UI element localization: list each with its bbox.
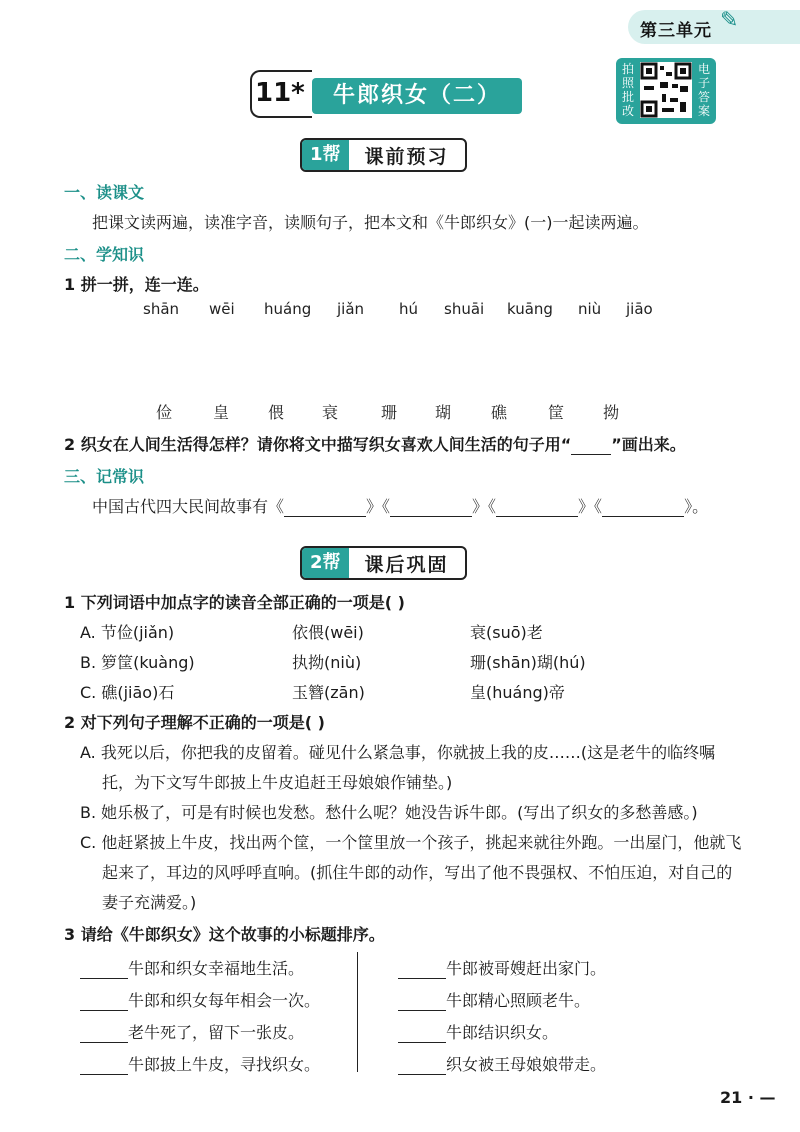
pinyin-8[interactable]: niù [578, 300, 602, 318]
unit-label: 第三单元 [640, 21, 712, 41]
heading-know: 三、记常识 [64, 467, 145, 486]
question-sentence: 2 织女在人间生活得怎样？请你将文中描写织女喜欢人间生活的句子用“ ”画出来。 [64, 435, 686, 454]
qr-left-label: 拍照批改 [621, 62, 634, 118]
section-badge-preview [300, 138, 467, 172]
lesson-title: 牛郎织女（二） [312, 78, 522, 114]
question-pronunciation: 1 下列词语中加点字的读音全部正确的一项是( ) [64, 593, 405, 612]
pinyin-1[interactable]: shān [143, 300, 180, 318]
char-7[interactable]: 礁 [491, 403, 508, 422]
pinyin-7[interactable]: kuāng [507, 300, 553, 318]
option-b-1[interactable]: B. 箩筐(kuàng) [80, 653, 195, 672]
order-left-2: 牛郎和织女每年相会一次。 [80, 988, 320, 1011]
option-b-3: 珊(shān)瑚(hú) [470, 653, 586, 672]
option-c-line2: 起来了，耳边的风呼呼直响。(抓住牛郎的动作，写出了他不畏强权、不怕压迫，对自己的 [102, 863, 733, 882]
question-understanding: 2 对下列句子理解不正确的一项是( ) [64, 713, 325, 732]
order-blank[interactable] [80, 1042, 128, 1043]
answer-blank-2[interactable] [390, 516, 472, 517]
order-right-1: 牛郎被哥嫂赶出家门。 [398, 956, 606, 979]
pinyin-5[interactable]: hú [399, 300, 419, 318]
option-a-2: 依偎(wēi) [292, 623, 364, 642]
option-b-2: 执拗(niù) [292, 653, 362, 672]
column-divider [357, 952, 358, 1072]
order-blank[interactable] [398, 1074, 446, 1075]
option-c-1[interactable]: C. 礁(jiāo)石 [80, 683, 175, 702]
char-6[interactable]: 瑚 [435, 403, 452, 422]
qr-code[interactable] [640, 62, 692, 118]
order-right-2: 牛郎精心照顾老牛。 [398, 988, 590, 1011]
order-blank[interactable] [398, 1010, 446, 1011]
char-2[interactable]: 皇 [213, 403, 230, 422]
read-instruction: 把课文读两遍，读准字音，读顺句子，把本文和《牛郎织女》(一)一起读两遍。 [92, 213, 649, 232]
char-1[interactable]: 俭 [156, 403, 173, 422]
question-ordering: 3 请给《牛郎织女》这个故事的小标题排序。 [64, 925, 385, 944]
heading-read: 一、读课文 [64, 183, 145, 202]
question-pinyin: 1 拼一拼，连一连。 [64, 275, 209, 294]
char-8[interactable]: 筐 [548, 403, 565, 422]
option-c-line3: 妻子充满爱。) [102, 893, 197, 912]
qr-right-label: 电子答案 [697, 62, 710, 118]
order-left-4: 牛郎披上牛皮，寻找织女。 [80, 1052, 320, 1075]
quill-icon: ✎ [720, 8, 739, 33]
section-tag: 1帮 [302, 140, 349, 170]
option-a-3: 衰(suō)老 [470, 623, 543, 642]
pinyin-9[interactable]: jiāo [626, 300, 653, 318]
answer-blank-1[interactable] [284, 516, 366, 517]
pinyin-2[interactable]: wēi [209, 300, 235, 318]
underline-sample [571, 454, 611, 455]
pinyin-3[interactable]: huáng [264, 300, 312, 318]
section-tag: 2帮 [302, 548, 349, 578]
option-c-3: 皇(huáng)帝 [470, 683, 565, 702]
char-9[interactable]: 拗 [603, 403, 620, 422]
char-4[interactable]: 衰 [322, 403, 339, 422]
answer-blank-4[interactable] [602, 516, 684, 517]
option-c-line1[interactable]: C. 他赶紧披上牛皮，找出两个筐，一个筐里放一个孩子，挑起来就往外跑。一出屋门，他就飞 [80, 833, 742, 852]
order-blank[interactable] [80, 1010, 128, 1011]
order-right-4: 织女被王母娘娘带走。 [398, 1052, 606, 1075]
order-blank[interactable] [398, 978, 446, 979]
order-blank[interactable] [80, 978, 128, 979]
option-a-line2: 托，为下文写牛郎披上牛皮追赶王母娘娘作铺垫。) [102, 773, 453, 792]
order-left-3: 老牛死了，留下一张皮。 [80, 1020, 304, 1043]
order-right-3: 牛郎结识织女。 [398, 1020, 558, 1043]
answer-blank-3[interactable] [496, 516, 578, 517]
order-blank[interactable] [80, 1074, 128, 1075]
option-c-2: 玉簪(zān) [292, 683, 365, 702]
section-badge-review [300, 546, 467, 580]
lesson-number: 11* [255, 78, 305, 108]
page-number: 21 · — [720, 1088, 776, 1107]
section-title: 课前预习 [364, 145, 449, 168]
option-a-line1[interactable]: A. 我死以后，你把我的皮留着。碰见什么紧急事，你就披上我的皮……(这是老牛的临终嘱 [80, 743, 716, 762]
char-3[interactable]: 偎 [268, 403, 285, 422]
pinyin-4[interactable]: jiǎn [337, 300, 365, 318]
option-a-1[interactable]: A. 节俭(jiǎn) [80, 623, 175, 642]
heading-learn: 二、学知识 [64, 245, 145, 264]
section-title: 课后巩固 [364, 553, 449, 576]
order-blank[interactable] [398, 1042, 446, 1043]
char-5[interactable]: 珊 [381, 403, 398, 422]
order-left-1: 牛郎和织女幸福地生活。 [80, 956, 304, 979]
pinyin-6[interactable]: shuāi [444, 300, 485, 318]
folk-tales-line: 中国古代四大民间故事有《 》《 》《 》《 》。 [92, 497, 709, 516]
option-b-line[interactable]: B. 她乐极了，可是有时候也发愁。愁什么呢？她没告诉牛郎。(写出了织女的多愁善感。) [80, 803, 698, 822]
